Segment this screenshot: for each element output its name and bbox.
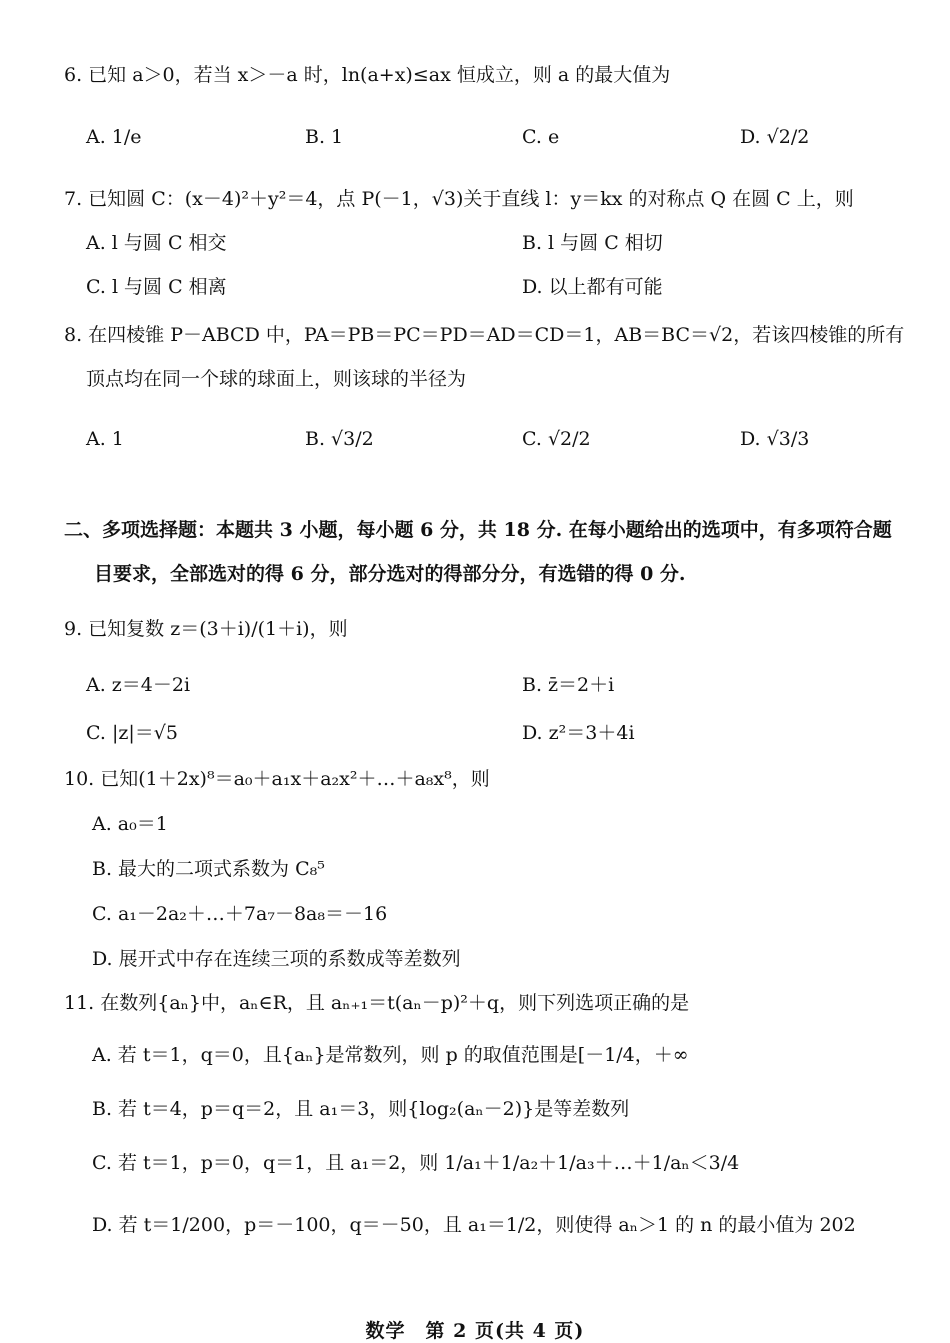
q6-stem: 6. 已知 a＞0，若当 x＞－a 时，ln(a+x)≤ax 恒成立，则 a 的最大值为 <box>64 64 671 86</box>
q9-option-a: A. z＝4－2i <box>86 674 191 696</box>
q6-option-c: C. e <box>522 126 560 148</box>
q7-option-d: D. 以上都有可能 <box>522 276 663 298</box>
q7-option-c: C. l 与圆 C 相离 <box>86 276 227 298</box>
q10-stem: 10. 已知(1＋2x)⁸＝a₀＋a₁x＋a₂x²＋…＋a₈x⁸，则 <box>64 768 490 790</box>
q11-option-c: C. 若 t＝1，p＝0，q＝1，且 a₁＝2，则 1/a₁＋1/a₂＋1/a₃＋…＋1/aₙ＜3/4 <box>92 1152 740 1174</box>
section2-heading-line1: 二、多项选择题：本题共 3 小题，每小题 6 分，共 18 分. 在每小题给出的选项中，有多项符合题 <box>64 519 892 541</box>
page-footer: 数学 第 2 页(共 4 页) <box>365 1320 585 1342</box>
q10-option-c: C. a₁－2a₂＋…＋7a₇－8a₈＝－16 <box>92 903 388 925</box>
q10-option-d: D. 展开式中存在连续三项的系数成等差数列 <box>92 948 461 970</box>
q10-option-a: A. a₀＝1 <box>92 813 168 835</box>
q10-option-b: B. 最大的二项式系数为 C₈⁵ <box>92 858 325 880</box>
q8-option-d: D. √3/3 <box>740 428 810 450</box>
section2-heading-line2: 目要求，全部选对的得 6 分，部分选对的得部分分，有选错的得 0 分. <box>94 563 686 585</box>
q8-stem-line2: 顶点均在同一个球的球面上，则该球的半径为 <box>86 368 467 390</box>
q7-option-a: A. l 与圆 C 相交 <box>86 232 227 254</box>
q7-option-b: B. l 与圆 C 相切 <box>522 232 663 254</box>
q8-option-b: B. √3/2 <box>305 428 374 450</box>
q8-stem-line1: 8. 在四棱锥 P－ABCD 中，PA＝PB＝PC＝PD＝AD＝CD＝1，AB＝BC＝√2，若该四棱锥的所有 <box>64 324 905 346</box>
q9-stem: 9. 已知复数 z＝(3＋i)/(1＋i)，则 <box>64 618 348 640</box>
q6-option-b: B. 1 <box>305 126 344 148</box>
q9-option-d: D. z²＝3＋4i <box>522 722 635 744</box>
q11-stem: 11. 在数列{aₙ}中，aₙ∈R，且 aₙ₊₁＝t(aₙ－p)²＋q，则下列选项正确的是 <box>64 992 690 1014</box>
q11-option-a: A. 若 t＝1，q＝0，且{aₙ}是常数列，则 p 的取值范围是[－1/4，＋∞ <box>92 1044 689 1066</box>
q6-option-d: D. √2/2 <box>740 126 810 148</box>
q11-option-b: B. 若 t＝4，p＝q＝2，且 a₁＝3，则{log₂(aₙ－2)}是等差数列 <box>92 1098 630 1120</box>
q6-option-a: A. 1/e <box>86 126 142 148</box>
q7-stem: 7. 已知圆 C：(x－4)²＋y²＝4，点 P(－1，√3)关于直线 l：y＝kx 的对称点 Q 在圆 C 上，则 <box>64 188 854 210</box>
q8-option-a: A. 1 <box>86 428 124 450</box>
q8-option-c: C. √2/2 <box>522 428 591 450</box>
q9-option-c: C. |z|＝√5 <box>86 722 178 744</box>
q9-option-b: B. z̄＝2＋i <box>522 674 615 696</box>
q11-option-d: D. 若 t＝1/200，p＝－100，q＝－50，且 a₁＝1/2，则使得 aₙ＞1 的 n 的最小值为 202 <box>92 1214 856 1236</box>
